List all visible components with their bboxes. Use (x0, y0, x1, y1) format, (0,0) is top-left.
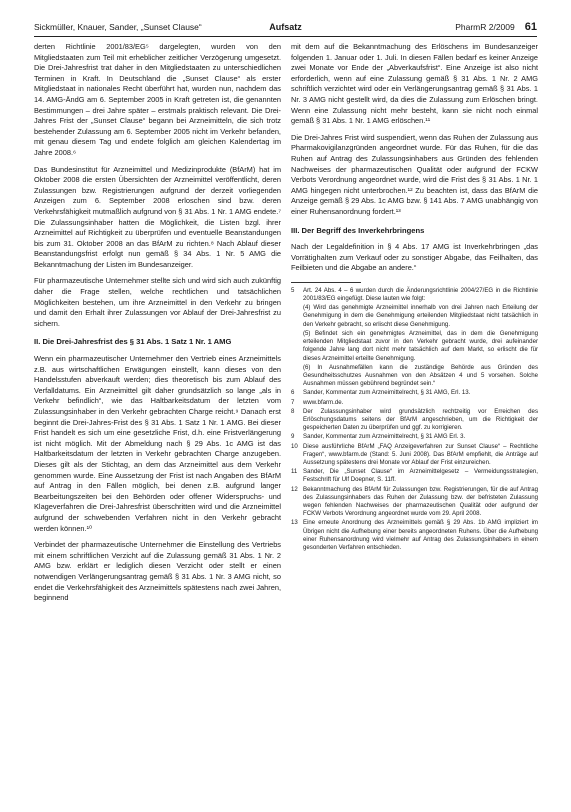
footnote-text: Sander, Die „Sunset Clause“ im Arzneimittelgesetz – Vermeidungsstrategien, Festschrift für Ulf Doepner, S. 11ff. (303, 468, 538, 484)
footnote-number: 9 (291, 433, 295, 441)
running-head-section: Aufsatz (269, 22, 302, 32)
footnote-text: (4) Wird das genehmigte Arzneimittel innerhalb von drei Jahren nach Erteilung der Genehmigung in dem die Genehmigung erteilenden Mitgliedstaat nicht tatsächlich in den Verkehr gebracht, so erlischt diese Genehmigung. (303, 304, 538, 328)
right-column (291, 42, 538, 553)
section-heading: II. Die Drei-Jahresfrist des § 31 Abs. 1 Satz 1 Nr. 1 AMG (34, 337, 232, 347)
paragraph: mit dem auf die Bekanntmachung des Erlöschens im Bundesanzeiger folgenden 1. Januar oder 1. Juli. In diesen Fällen bedarf es keiner Anzeige zwei Monate vor Ende der „Abverkaufsfrist“. Eine Anzeige ist also nicht erforderlich, wenn auf eine Zulassung gemäß § 31 Abs. 1 Nr. 2 AMG schriftlich verzichtet wird oder ein Verlängerungsantrag gemäß § 31 Abs. 1 Nr. 3 AMG nicht gestellt wird, da dies die Zulassung zum Erlöschen bringt. Wenn eine Zulassung nicht mehr besteht, kann sie nicht noch einmal gemäß § 31 Abs. 1 Nr. 1 AMG erlöschen.¹¹ (291, 42, 538, 126)
paragraph: Für pharmazeutische Unternehmer stellte sich und wird sich auch zukünftig daher die Frage stellen, welche rechtlichen und tatsächlichen Möglichkeiten bestehen, um ihre Arzneimittel in den Verkehr zu bringen und damit den Erhalt ihrer Zulassungen vor Ablauf der Drei-Jahresfrist zu sichern. (34, 276, 281, 328)
footnote-text: Sander, Kommentar zum Arzneimittelrecht, § 31 AMG, Erl. 13. (303, 389, 471, 397)
footnote (291, 364, 538, 389)
paragraph: derten Richtlinie 2001/83/EG⁵ dargelegten, wurden von den Mitgliedstaaten zum Teil mit erheblicher zeitlicher Verzögerung umgesetzt. Die Drei-Jahresfrist trat daher in den Mitgliedstaaten zu unterschiedlichen Terminen in Kraft. In Deutschland die „Sunset Clause“ als erster Mitgliedstaat in nationales Recht überführt hat, wurden nun, nachdem das 14. AMG-ÄndG am 6. September 2005 in Kraft getreten ist, die genannten Bestimmungen – drei Jahre später – erstmals praktisch relevant. Die Drei-Jahres Frist der „Sunset Clause“ begann bei Arzneimitteln, die sich trotz bestehender Zulassung am 6. September 2005 nicht im Verkehr befanden, mit genau diesem Tag und endete folglich am gleichen Kalendertag im Jahre 2008.⁶ (34, 42, 281, 157)
footnote (291, 519, 538, 552)
footnote (291, 399, 538, 407)
footnote-text: Sander, Kommentar zum Arzneimittelrecht, § 31 AMG Erl. 3. (303, 433, 466, 441)
header-rule (34, 36, 537, 37)
footnote (291, 389, 538, 397)
footnote-number: 12 (291, 485, 298, 493)
footnotes (291, 287, 538, 552)
footnote-text: (6) In Ausnahmefällen kann die zuständige Behörde aus Gründen des Gesundheitsschutzes Ausnahmen von den Absätzen 4 und 5 vorsehen. Solche Ausnahmen müssen gebührend begründet sein.“ (303, 363, 538, 388)
footnote-number: 11 (291, 468, 298, 476)
page-header (34, 20, 537, 34)
footnote-text: Diese ausführliche BfArM „FAQ Anzeigeverfahren zur Sunset Clause“ – Rechtliche Fragen“, www.bfarm.de (Stand: 5. Juni 2008). Das BfArM empfiehlt, die Anträge auf Aussetzung spätestens drei Monate vor Ablauf der Frist einzureichen. (303, 442, 538, 466)
footnote (291, 330, 538, 363)
footnote-number: 13 (291, 519, 298, 527)
footnote-number: 5 (291, 286, 295, 294)
footnote-text: Eine erneute Anordnung des Arzneimittels gemäß § 29 Abs. 1b AMG impliziert im Übrigen nicht die Aufhebung einer bereits angeordneten Ruhens. Über die Aufhebung einer Ruhensanordnung wird vielmehr auf Antrag des Zulassungsinhabers in einem gesonderten Verfahren entschieden. (303, 519, 538, 551)
footnote-text: Bekanntmachung des BfArM für Zulassungen bzw. Registrierungen, für die auf Antrag des Zulassungsinhabers das Ruhen der Zulassung bzw. der befristeten Zulassung wegen fehlenden Nachweises der pharmazeutischen Qualität oder aufgrund der FCKW Verbots Verordnung angeordnet wurde vom 29. April 2008. (303, 485, 538, 518)
footnote (291, 287, 538, 303)
footnote-number: 6 (291, 389, 295, 397)
footnote-text: Art. 24 Abs. 4 – 6 wurden durch die Änderungsrichtlinie 2004/27/EG in die Richtlinie 2001/83/EG eingefügt. Diese lauten wie folgt: (303, 286, 538, 303)
footnote (291, 433, 538, 441)
footnote-text: Der Zulassungsinhaber wird grundsätzlich rechtzeitig vor Erreichen des Erlöschungsdatums seitens der BfArM angeschrieben, um die Richtigkeit der gespeicherten Daten zu überprüfen und ggf. zu korrigieren. (303, 407, 538, 432)
footnote-rule (291, 282, 361, 283)
paragraph: Das Bundesinstitut für Arzneimittel und Medizinprodukte (BfArM) hat im Oktober 2008 die ersten Übersichten der Arzneimittel veröffentlicht, deren Zulassungen bzw. Registrierungen aufgrund der derzeit vorliegenden Anzeigen zum 6. September 2008 erloschen sind bzw. deren Verkehrsfähigkeit mutmaßlich aufgrund von § 31 Abs. 1 Nr. 1 AMG endete.⁷ Die Zulassungsinhaber hatten die Möglichkeit, die Listen bzgl. ihrer Arzneimittel auf Richtigkeit zu überprüfen und eventuelle Beanstandungen bis zum 31. Oktober 2008 an das BfArM zu richten.⁸ Nach Ablauf dieser Beanstandungsfrist erfolgt nun gemäß § 34 Abs. 1 Nr. 5 AMG die Bekanntmachung der Listen im Bundesanzeiger. (34, 164, 281, 269)
section-heading: III. Der Begriff des Inverkehrbringens (291, 225, 425, 235)
running-head-journal: PharmR 2/2009 (455, 22, 515, 32)
paragraph: Verbindet der pharmazeutische Unternehmer die Einstellung des Vertriebs mit einem schriftlichen Verzicht auf die Zulassung gemäß 31 Abs. 1 Nr. 2 AMG bzw. erklärt er lediglich diesen Verzicht oder stellt er einen notwendigen Verlängerungsantrag gemäß § 31 Abs. 1 Nr. 3 AMG nicht, so endet die Verkehrsfähigkeit des Arzneimittels spätestens nach zwei Jahren, beginnend (34, 540, 281, 603)
page-number: 61 (524, 21, 537, 33)
footnote-number (291, 364, 303, 389)
footnote (291, 443, 538, 468)
footnote (291, 486, 538, 519)
footnote-text: www.bfarm.de. (303, 398, 344, 406)
footnote-number: 7 (291, 398, 295, 406)
footnote (291, 304, 538, 329)
left-column (34, 42, 281, 610)
footnote-number (291, 330, 303, 363)
paragraph: Die Drei-Jahres Frist wird suspendiert, wenn das Ruhen der Zulassung aus Pharmakovigilanzgründen angeordnet wurde. Für das Ruhen, für die das Ruhen auf Antrag des Zulassungsinhabers aus Gründen des fehlenden Nachweises der pharmazeutischen Qualität oder aufgrund der FCKW Verbots Verordnung angeordnet wurde, wird die Frist des § 31 Abs. 1 Nr. 1 AMG hingegen nicht unterbrochen.¹² Zu beachten ist, dass das BfArM die Anzeige gemäß § 29 Abs. 1c AMG bzw. § 141 Abs. 7 AMG unabhängig von einer Ruhensanordnung fordert.¹³ (291, 132, 538, 216)
running-head-authors: Sickmüller, Knauer, Sander, „Sunset Clause“ (34, 22, 202, 32)
footnote-number: 10 (291, 442, 298, 450)
footnote-text: (5) Befindet sich ein genehmigtes Arzneimittel, das in dem die Genehmigung erteilenden Mitgliedstaat zuvor in den Verkehr gebracht wurde, drei aufeinander folgende Jahre lang dort nicht mehr tatsächlich auf dem Markt, so erlischt die für dieses Arzneimittel erteilte Genehmigung. (303, 329, 538, 362)
footnote (291, 408, 538, 433)
footnote (291, 468, 538, 484)
paragraph: Wenn ein pharmazeutischer Unternehmer den Vertrieb eines Arzneimittels z.B. aus wirtschaftlichen Erwägungen einstellt, kann dieses von den Handelsstufen abverkauft werden; dies theoretisch bis zum Ablauf des Verfalldatums. Ein Arzneimittel gilt daher grundsätzlich so lange „als in Verkehr befindlich“, wie das Haltbarkeitsdatum der letzten vom Zulassungsinhaber in den Verkehr gebrachten Charge reicht.⁹ Danach erst beginnt die Drei-Jahres-Frist des § 31 Abs. 1 Satz 1 Nr. 1 AMG. Bei dieser Frist handelt es sich um eine gesetzliche Frist, d.h. eine Fristverlängerung ist nicht möglich. Mit der Abmeldung nach § 29 Abs. 1c AMG ist das Haltbarkeitsdatum der letzten in Verkehr gebrachten Charge anzugeben. Dieses gilt als der Stichtag, an dem das Arzneimittel aus dem Verkehr genommen wurde. Eine Aussetzung der Frist ist nach Angaben des BfArM auf Antrag in den Fällen möglich, bei denen z.B. aufgrund langer Bearbeitungszeiten bei den Behörden oder offener Widerspruchs- und Klageverfahren die Drei-Jahresfrist überschritten wird und die Arzneimittel aufgrund der schwebenden Verfahren nicht in den Verkehr gebracht werden können.¹⁰ (34, 354, 281, 533)
paragraph: Nach der Legaldefinition in § 4 Abs. 17 AMG ist Inverkehrbringen „das Vorrätighalten zum Verkauf oder zu sonstiger Abgabe, das Feilhalten, das Feilbieten und die Abgabe an andere.“ (291, 242, 538, 273)
footnote-number (291, 304, 303, 329)
footnote-number: 8 (291, 407, 295, 415)
